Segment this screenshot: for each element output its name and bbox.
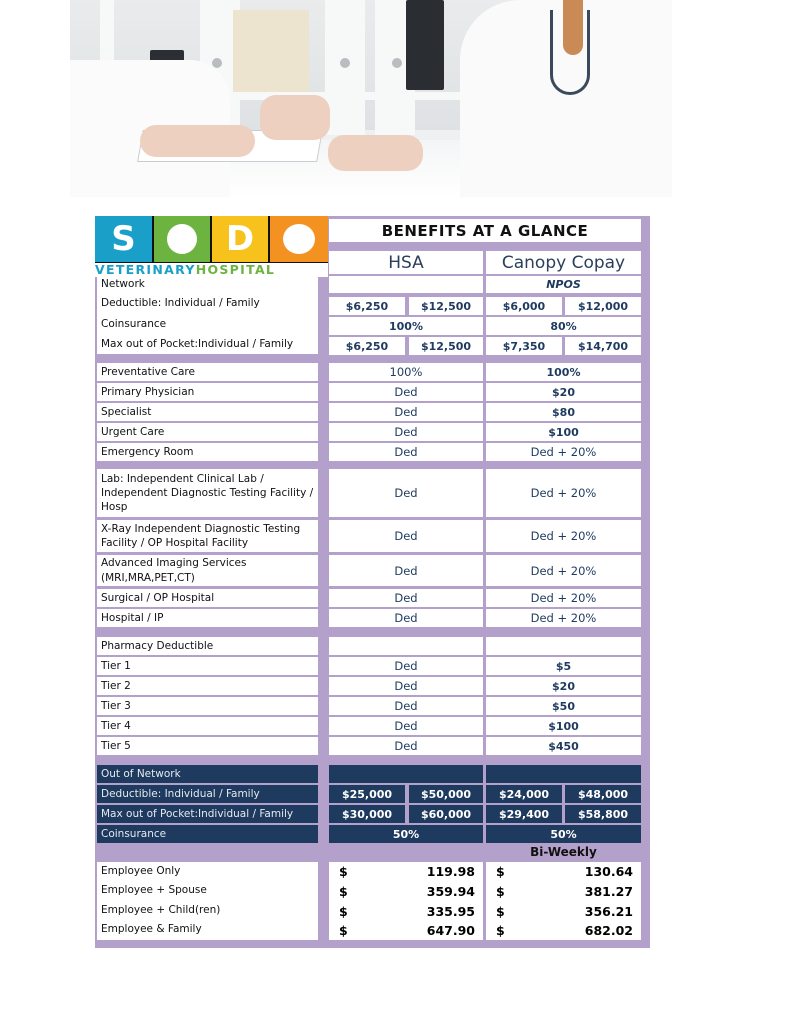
network-hsa-value <box>329 276 483 293</box>
logo-subtitle-veterinary: VETERINARY <box>95 263 196 277</box>
oon-deductible-canopy-individual: $24,000 <box>486 785 562 803</box>
premium-tier-label: Employee & Family <box>101 923 202 935</box>
header-photo <box>70 0 672 197</box>
max-oop-canopy-individual: $7,350 <box>486 337 562 355</box>
oon-max-oop-hsa-individual: $30,000 <box>329 805 405 823</box>
service-hsa-value: Ded <box>329 403 483 421</box>
service-hsa-value: Ded <box>329 589 483 607</box>
service-canopy-value: Ded + 20% <box>486 609 641 627</box>
pharmacy-tier-hsa: Ded <box>329 657 483 675</box>
pharmacy-tier-label: Tier 1 <box>97 657 318 675</box>
currency-symbol: $ <box>496 923 505 938</box>
currency-symbol: $ <box>496 883 505 899</box>
oon-max-oop-hsa-family: $60,000 <box>409 805 483 823</box>
plan-header-canopy: Canopy Copay <box>486 251 641 274</box>
logo-tile-s <box>95 216 152 262</box>
pharmacy-deductible-canopy <box>486 637 641 655</box>
premium-tier-label: Employee + Spouse <box>101 884 207 896</box>
premium-canopy-amount: 381.27 <box>584 883 633 899</box>
premium-hsa-row <box>329 881 483 901</box>
premium-period-label: Bi-Weekly <box>530 844 597 859</box>
premium-tier-label: Employee Only <box>101 865 181 877</box>
photo-patient-hand <box>140 125 255 157</box>
in-network-label-block <box>97 277 318 354</box>
service-hsa-value: Ded <box>329 555 483 586</box>
service-label: Hospital / IP <box>97 609 318 627</box>
service-hsa-value: Ded <box>329 383 483 401</box>
pharmacy-deductible-label: Pharmacy Deductible <box>97 637 318 655</box>
service-canopy-value: Ded + 20% <box>486 520 641 552</box>
currency-symbol: $ <box>339 903 348 919</box>
service-canopy-value: $20 <box>486 383 641 401</box>
service-hsa-value: Ded <box>329 520 483 552</box>
premium-hsa-amount: 119.98 <box>426 864 475 879</box>
service-canopy-value: $100 <box>486 423 641 441</box>
logo-tile-d <box>212 216 268 262</box>
pharmacy-tier-label: Tier 2 <box>97 677 318 695</box>
logo-letter: S <box>111 219 136 259</box>
max-oop-hsa-family: $12,500 <box>409 337 483 355</box>
service-label: Surgical / OP Hospital <box>97 589 318 607</box>
pharmacy-tier-canopy: $100 <box>486 717 641 735</box>
premium-canopy-row <box>486 881 641 901</box>
dog-silhouette-icon <box>283 224 315 254</box>
premium-canopy-amount: 682.02 <box>584 923 633 938</box>
currency-symbol: $ <box>496 864 505 879</box>
logo-tile-dog-icon <box>270 216 328 262</box>
photo-knob <box>212 58 222 68</box>
premium-canopy-amount: 130.64 <box>584 864 633 879</box>
currency-symbol: $ <box>496 903 505 919</box>
oon-deductible-label: Deductible: Individual / Family <box>97 785 318 803</box>
logo-letter: D <box>225 219 255 259</box>
out-of-network-label: Out of Network <box>97 765 318 783</box>
coinsurance-label: Coinsurance <box>101 318 167 330</box>
max-oop-label: Max out of Pocket:Individual / Family <box>101 338 294 350</box>
premium-hsa-row <box>329 901 483 921</box>
photo-storage-box <box>233 10 309 92</box>
premium-hsa-amount: 335.95 <box>426 903 475 919</box>
premium-tier-label: Employee + Child(ren) <box>101 904 221 916</box>
pharmacy-tier-hsa: Ded <box>329 717 483 735</box>
premium-canopy-amount: 356.21 <box>584 903 633 919</box>
deductible-hsa-individual: $6,250 <box>329 297 405 315</box>
currency-symbol: $ <box>339 883 348 899</box>
oon-coinsurance-canopy: 50% <box>486 825 641 843</box>
photo-knob <box>340 58 350 68</box>
out-of-network-canopy-header <box>486 765 641 783</box>
out-of-network-hsa-header <box>329 765 483 783</box>
service-canopy-value: Ded + 20% <box>486 469 641 517</box>
service-canopy-value: 100% <box>486 363 641 381</box>
photo-binder <box>406 0 444 90</box>
coinsurance-canopy: 80% <box>486 317 641 335</box>
pharmacy-tier-label: Tier 4 <box>97 717 318 735</box>
premium-canopy-row <box>486 862 641 881</box>
oon-deductible-canopy-family: $48,000 <box>565 785 641 803</box>
page-title: BENEFITS AT A GLANCE <box>329 219 641 242</box>
service-hsa-value: 100% <box>329 363 483 381</box>
service-label: Advanced Imaging Services (MRI,MRA,PET,CT) <box>97 555 318 586</box>
oon-deductible-hsa-family: $50,000 <box>409 785 483 803</box>
deductible-canopy-family: $12,000 <box>565 297 641 315</box>
currency-symbol: $ <box>339 864 348 879</box>
pharmacy-deductible-hsa <box>329 637 483 655</box>
service-canopy-value: Ded + 20% <box>486 443 641 461</box>
service-hsa-value: Ded <box>329 443 483 461</box>
max-oop-canopy-family: $14,700 <box>565 337 641 355</box>
service-label: Lab: Independent Clinical Lab / Independent Diagnostic Testing Facility / Hosp <box>97 469 318 517</box>
service-hsa-value: Ded <box>329 423 483 441</box>
pharmacy-tier-label: Tier 3 <box>97 697 318 715</box>
pharmacy-tier-hsa: Ded <box>329 737 483 755</box>
pharmacy-tier-hsa: Ded <box>329 697 483 715</box>
premium-hsa-row <box>329 862 483 881</box>
premium-canopy-row <box>486 901 641 921</box>
oon-coinsurance-label: Coinsurance <box>97 825 318 843</box>
logo-tile-cat-icon <box>154 216 210 262</box>
photo-stethoscope <box>550 10 590 95</box>
network-label: Network <box>101 278 145 290</box>
deductible-canopy-individual: $6,000 <box>486 297 562 315</box>
pharmacy-tier-canopy: $450 <box>486 737 641 755</box>
deductible-label: Deductible: Individual / Family <box>101 297 260 309</box>
premium-canopy-block <box>486 862 641 940</box>
service-hsa-value: Ded <box>329 609 483 627</box>
oon-coinsurance-hsa: 50% <box>329 825 483 843</box>
deductible-hsa-family: $12,500 <box>409 297 483 315</box>
oon-max-oop-canopy-family: $58,800 <box>565 805 641 823</box>
coinsurance-hsa: 100% <box>329 317 483 335</box>
service-hsa-value: Ded <box>329 469 483 517</box>
cat-silhouette-icon <box>167 224 197 254</box>
service-label: Specialist <box>97 403 318 421</box>
photo-knob <box>392 58 402 68</box>
service-label: X-Ray Independent Diagnostic Testing Facility / OP Hospital Facility <box>97 520 318 552</box>
max-oop-hsa-individual: $6,250 <box>329 337 405 355</box>
logo-subtitle <box>95 263 328 277</box>
service-label: Primary Physician <box>97 383 318 401</box>
service-canopy-value: Ded + 20% <box>486 589 641 607</box>
network-canopy-value: NPOS <box>486 276 641 293</box>
pharmacy-tier-label: Tier 5 <box>97 737 318 755</box>
pharmacy-tier-canopy: $5 <box>486 657 641 675</box>
oon-max-oop-label: Max out of Pocket:Individual / Family <box>97 805 318 823</box>
currency-symbol: $ <box>339 923 348 938</box>
premium-hsa-amount: 647.90 <box>426 923 475 938</box>
premium-canopy-row <box>486 921 641 940</box>
service-label: Urgent Care <box>97 423 318 441</box>
photo-doctor-hand-pen <box>260 95 330 140</box>
service-label: Emergency Room <box>97 443 318 461</box>
pharmacy-tier-canopy: $20 <box>486 677 641 695</box>
pharmacy-tier-canopy: $50 <box>486 697 641 715</box>
logo-subtitle-hospital: HOSPITAL <box>195 263 276 277</box>
sodo-logo <box>95 216 328 277</box>
premium-label-block <box>97 862 318 940</box>
oon-deductible-hsa-individual: $25,000 <box>329 785 405 803</box>
service-label: Preventative Care <box>97 363 318 381</box>
service-canopy-value: $80 <box>486 403 641 421</box>
premium-hsa-row <box>329 921 483 940</box>
plan-header-hsa: HSA <box>329 251 483 274</box>
oon-max-oop-canopy-individual: $29,400 <box>486 805 562 823</box>
photo-doctor-hand <box>328 135 423 171</box>
service-canopy-value: Ded + 20% <box>486 555 641 586</box>
premium-hsa-amount: 359.94 <box>426 883 475 899</box>
premium-hsa-block <box>329 862 483 940</box>
pharmacy-tier-hsa: Ded <box>329 677 483 695</box>
